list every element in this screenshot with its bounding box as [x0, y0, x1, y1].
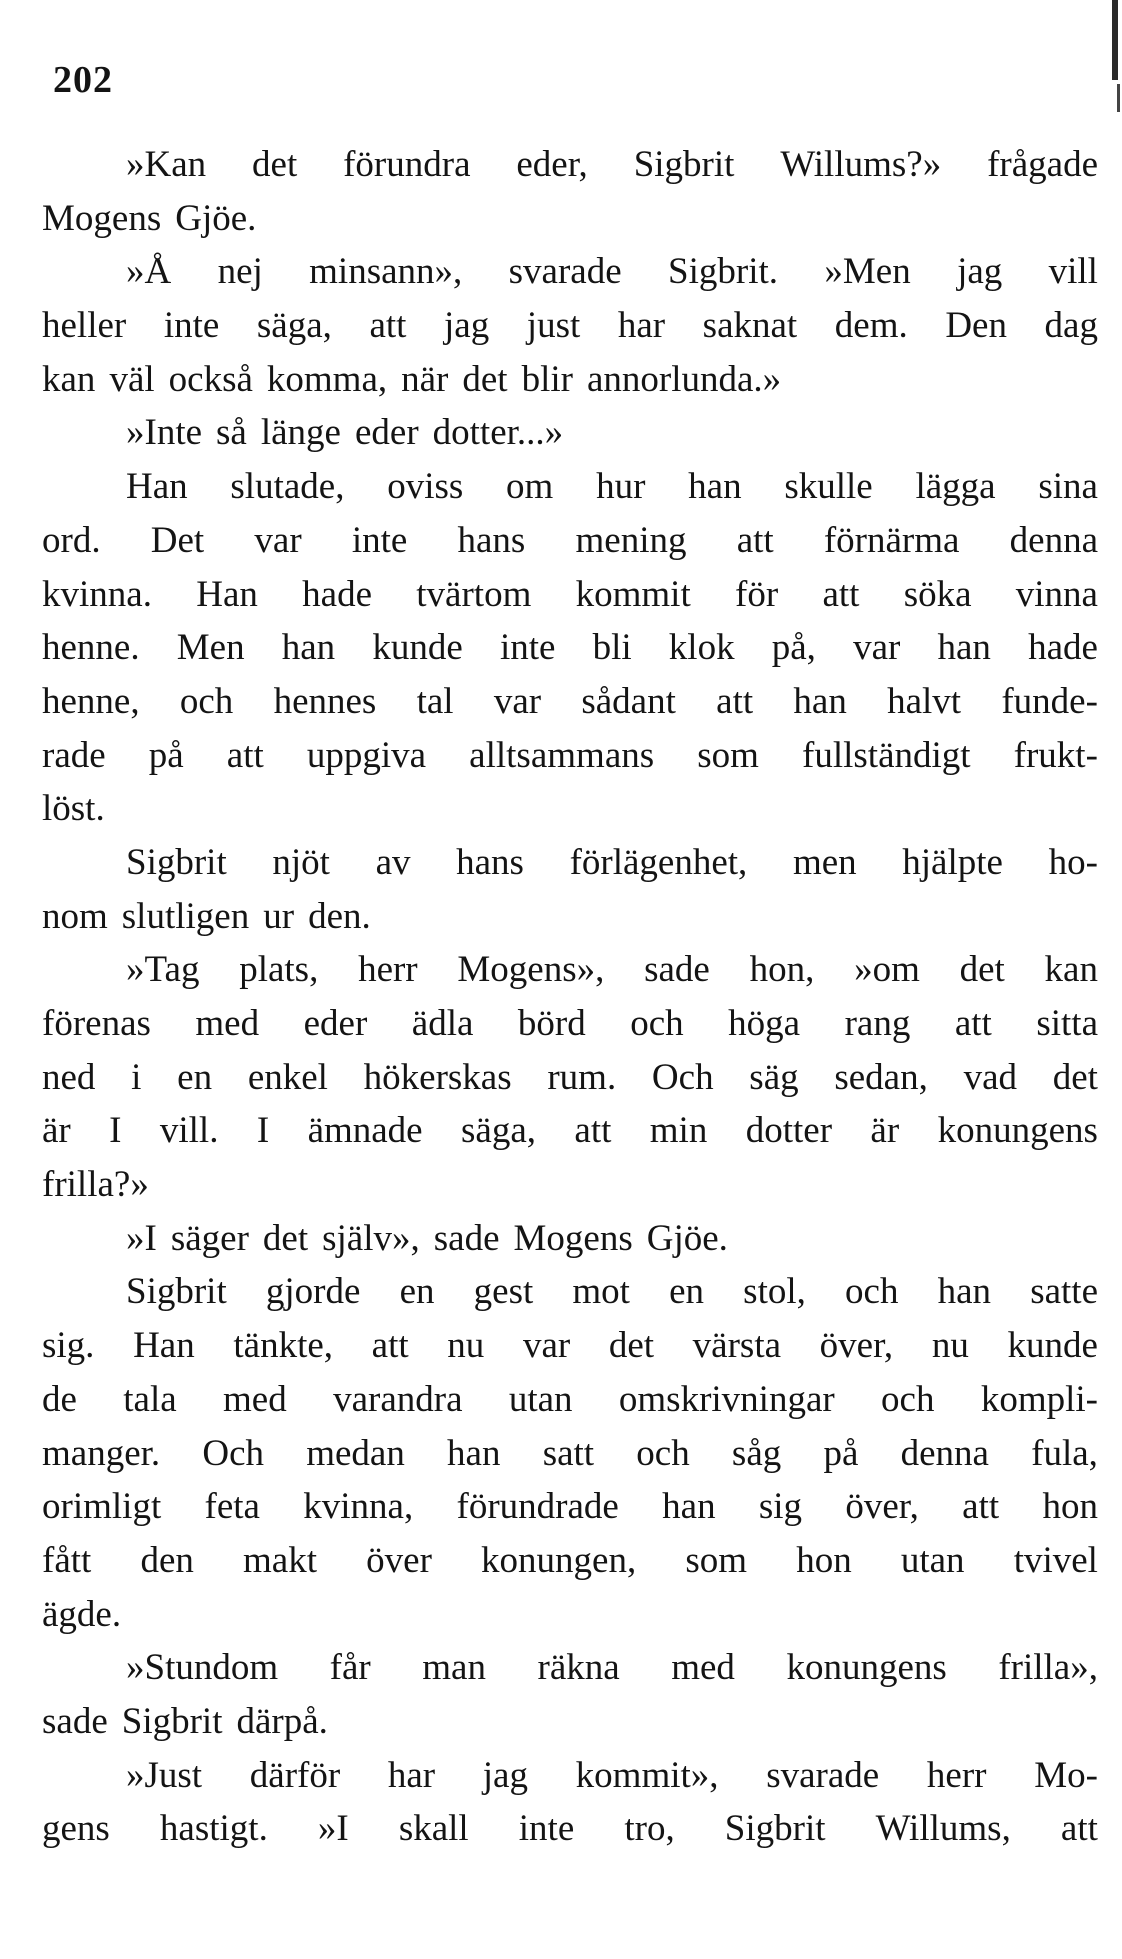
text-line [42, 1104, 1098, 1158]
text-word: själv», [322, 1217, 420, 1259]
text-line [42, 1641, 1098, 1695]
text-word: förnärma [823, 519, 960, 561]
text-word: var [254, 519, 302, 561]
text-word: »I [317, 1808, 349, 1850]
text-word: att [371, 1325, 409, 1367]
text-word: denna [1009, 519, 1098, 561]
text-word: plats, [239, 949, 319, 991]
text-word: börd [517, 1003, 586, 1044]
text-word: enkel [247, 1056, 328, 1098]
text-word: såg [731, 1432, 782, 1474]
text-word: saknat [702, 305, 798, 347]
text-word: han [662, 1486, 716, 1528]
text-word: det [1052, 1056, 1098, 1098]
text-word: med [671, 1647, 735, 1689]
text-word: uppgiva [306, 734, 427, 776]
text-word: Gjöe. [175, 197, 257, 239]
text-word: stol, [743, 1271, 806, 1313]
text-word: värsta [692, 1325, 782, 1367]
text-word: Willums, [875, 1808, 1011, 1850]
text-word: över, [819, 1325, 894, 1367]
text-word: alltsammans [469, 734, 655, 776]
text-word: att [736, 519, 774, 561]
text-word: sig. [42, 1325, 95, 1367]
text-line [42, 729, 1098, 783]
text-word: funde- [1001, 680, 1098, 722]
text-word: att [822, 573, 860, 615]
text-line [42, 890, 1098, 944]
text-word: för [735, 573, 779, 615]
text-word: gest [473, 1271, 534, 1313]
text-word: att [369, 305, 407, 347]
text-word: förlägenhet, [569, 841, 748, 883]
text-word: herr [926, 1754, 987, 1796]
text-word: det [252, 144, 298, 185]
text-word: med [223, 1378, 287, 1420]
text-word: sedan, [834, 1056, 928, 1098]
text-word: ord. [42, 519, 101, 561]
text-line [42, 1051, 1098, 1105]
text-word: Sigbrit [121, 1700, 223, 1742]
text-word: kan [42, 358, 96, 400]
text-word: Sigbrit. [668, 251, 779, 293]
text-line [42, 1480, 1098, 1534]
text-word: en [177, 1056, 213, 1098]
text-word: vinna [1015, 573, 1098, 615]
text-word: tala [123, 1378, 177, 1420]
text-line [42, 621, 1098, 675]
text-word: slutligen [121, 895, 250, 937]
text-word: har [617, 305, 666, 347]
text-word: fula, [1031, 1432, 1098, 1474]
page-number: 202 [53, 59, 113, 101]
text-word: hjälpte [902, 841, 1003, 883]
text-word: Mo- [1034, 1754, 1098, 1796]
text-word: hastigt. [159, 1808, 268, 1850]
text-word: frilla», [998, 1647, 1098, 1689]
text-word: svarade [766, 1754, 880, 1796]
text-word: och [881, 1378, 935, 1420]
text-word: att [574, 1110, 612, 1152]
text-line [42, 460, 1098, 514]
text-line [42, 1158, 1098, 1212]
text-word: tänkte, [233, 1325, 334, 1367]
text-word: över [366, 1539, 432, 1581]
text-word: mot [572, 1271, 630, 1313]
text-word: eder, [516, 144, 588, 185]
text-line [42, 782, 1098, 836]
text-word: gjorde [265, 1271, 361, 1313]
text-word: därpå. [236, 1700, 328, 1742]
text-word: rade [42, 734, 106, 776]
text-word: räkna [537, 1647, 620, 1689]
text-word: som [697, 734, 759, 776]
text-word: Sigbrit [724, 1808, 826, 1850]
text-word: inte [499, 627, 556, 669]
text-word: en [669, 1271, 705, 1313]
text-word: så [216, 412, 247, 454]
text-word: medan [306, 1432, 405, 1474]
text-word: Willums?» [780, 144, 942, 185]
text-word: de [42, 1378, 77, 1420]
text-word: utan [508, 1378, 573, 1420]
text-word: kommit», [575, 1754, 719, 1796]
text-word: rum. [547, 1056, 617, 1098]
text-word: gens [42, 1808, 110, 1850]
text-word: herr [358, 949, 418, 991]
text-word: men [792, 841, 857, 883]
text-word: hon, [749, 949, 815, 991]
text-line [42, 353, 1098, 407]
text-line [42, 997, 1098, 1051]
text-word: konungen, [481, 1539, 637, 1581]
text-word: skulle [784, 466, 873, 508]
text-word: den [140, 1539, 194, 1581]
text-word: han [281, 627, 336, 669]
text-word: hans [457, 519, 526, 561]
text-word: »Å [126, 251, 172, 293]
text-word: att [954, 1003, 992, 1044]
text-word: just [526, 305, 581, 347]
text-word: sade [644, 949, 710, 991]
text-line [42, 514, 1098, 568]
text-word: hur [596, 466, 646, 508]
text-word: hade [302, 573, 372, 615]
text-word: jag [482, 1754, 528, 1796]
text-word: Gjöe. [646, 1217, 728, 1259]
text-word: sade [433, 1217, 500, 1259]
text-word: att [1060, 1808, 1098, 1850]
text-word: feta [204, 1486, 260, 1528]
text-word: att [962, 1486, 1000, 1528]
text-word: Mogens [42, 197, 162, 239]
text-word: kvinna, [303, 1486, 414, 1528]
text-line [42, 1534, 1098, 1588]
text-word: att [226, 734, 264, 776]
text-word: sitta [1036, 1003, 1098, 1044]
text-word: Sigbrit [633, 144, 735, 185]
text-word: »Men [824, 251, 911, 293]
text-word: han [793, 680, 847, 722]
text-word: konungens [786, 1647, 947, 1689]
text-word: som [685, 1539, 748, 1581]
text-word: nom [42, 895, 108, 937]
text-word: sig [758, 1486, 803, 1528]
text-line [42, 1265, 1098, 1319]
text-word: »om [854, 949, 920, 991]
text-word: frilla?» [42, 1164, 149, 1206]
text-word: hennes [273, 680, 377, 722]
text-word: nu [447, 1325, 485, 1367]
text-word: och [179, 680, 234, 722]
text-word: hade [1028, 627, 1098, 669]
text-line [42, 1588, 1098, 1642]
text-word: väl [109, 358, 155, 400]
text-word: inte [351, 519, 408, 561]
text-word: annorlunda.» [586, 358, 782, 400]
text-line [42, 192, 1098, 246]
text-word: Den [945, 305, 1007, 347]
text-word: I [256, 1110, 270, 1152]
text-word: var [853, 627, 901, 669]
text-word: oviss [387, 466, 464, 508]
text-word: tvivel [1013, 1539, 1098, 1581]
text-word: jag [444, 305, 490, 347]
text-word: halvt [887, 680, 962, 722]
text-word: kunde [1007, 1325, 1098, 1367]
text-word: man [422, 1647, 486, 1689]
text-word: av [375, 841, 411, 883]
text-word: makt [243, 1539, 318, 1581]
text-line [42, 299, 1098, 353]
text-word: dem. [834, 305, 908, 347]
text-word: därför [249, 1754, 341, 1796]
text-line [42, 1802, 1098, 1856]
text-line [42, 1427, 1098, 1481]
text-word: tro, [624, 1808, 675, 1850]
text-word: säg [749, 1056, 799, 1098]
text-word: manger. [42, 1432, 161, 1474]
text-word: I [109, 1110, 122, 1152]
text-word: svarade [508, 251, 622, 293]
text-word: också [168, 358, 253, 400]
text-word: hon [1042, 1486, 1098, 1528]
text-word: Och [651, 1056, 714, 1098]
text-word: »I [126, 1217, 157, 1259]
text-word: dag [1044, 305, 1098, 347]
text-word: ho- [1048, 841, 1098, 883]
text-word: sade [42, 1700, 108, 1742]
text-word: frukt- [1013, 734, 1098, 776]
text-word: och [636, 1432, 690, 1474]
text-word: är [870, 1110, 900, 1152]
text-word: Men [176, 627, 245, 669]
text-word: nu [931, 1325, 969, 1367]
text-word: Han [196, 573, 258, 615]
text-word: att [716, 680, 754, 722]
text-word: tvärtom [416, 573, 532, 615]
text-word: njöt [272, 841, 330, 883]
text-word: det [262, 1217, 309, 1259]
text-word: henne. [42, 627, 140, 669]
text-word: ämnade [307, 1110, 423, 1152]
text-word: dotter...» [432, 412, 564, 454]
text-word: blir [521, 358, 573, 400]
text-word: Sigbrit [126, 1271, 227, 1313]
text-word: förenas [42, 1003, 151, 1044]
text-word: kommit [575, 573, 691, 615]
text-word: »Kan [126, 144, 207, 185]
text-word: Det [150, 519, 205, 561]
text-line [42, 1695, 1098, 1749]
text-word: hans [456, 841, 524, 883]
text-word: löst. [42, 788, 105, 830]
text-word: orimligt [42, 1486, 162, 1528]
scan-edge-mark-small [1117, 84, 1120, 112]
text-word: eder [303, 1003, 368, 1044]
text-word: min [649, 1110, 708, 1152]
text-line [42, 1749, 1098, 1803]
text-line [42, 245, 1098, 299]
text-word: säga, [461, 1110, 536, 1152]
text-word: kunde [372, 627, 463, 669]
text-word: en [399, 1271, 435, 1313]
text-word: får [329, 1647, 371, 1689]
text-word: han [688, 466, 742, 508]
text-word: vill [1048, 251, 1098, 293]
text-word: kan [1044, 949, 1098, 991]
text-word: säger [170, 1217, 249, 1259]
text-line [42, 406, 1098, 460]
text-word: mening [575, 519, 687, 561]
text-word: frågade [987, 144, 1098, 185]
text-word: Han [126, 466, 188, 508]
text-word: den. [308, 895, 371, 937]
text-word: varandra [333, 1378, 463, 1420]
text-line [42, 1212, 1098, 1266]
text-word: på [148, 734, 184, 776]
text-word: fullständigt [802, 734, 971, 776]
text-word: minsann», [309, 251, 463, 293]
text-word: tal [416, 680, 454, 722]
text-word: söka [903, 573, 972, 615]
text-word: inte [163, 305, 220, 347]
text-word: om [506, 466, 554, 508]
text-word: det [959, 949, 1005, 991]
text-line [42, 138, 1098, 192]
text-line [42, 1319, 1098, 1373]
text-word: hon [796, 1539, 852, 1581]
text-word: jag [957, 251, 1003, 293]
text-word: det [608, 1325, 655, 1367]
text-word: var [522, 1325, 571, 1367]
text-word: Mogens [513, 1217, 633, 1259]
text-word: kvinna. [42, 573, 152, 615]
text-word: förundra [343, 144, 471, 185]
text-word: när [401, 358, 449, 400]
text-word: på, [771, 627, 816, 669]
text-word: ädla [411, 1003, 474, 1044]
text-word: sina [1038, 466, 1098, 508]
text-word: och [845, 1271, 899, 1313]
text-word: vad [963, 1056, 1017, 1098]
text-word: han [937, 627, 991, 669]
text-word: höga [728, 1003, 801, 1044]
text-word: Han [133, 1325, 195, 1367]
text-word: Mogens», [457, 949, 605, 991]
text-word: det [462, 358, 508, 400]
text-word: var [493, 680, 542, 722]
text-word: i [131, 1056, 142, 1098]
text-word: klok [668, 627, 735, 669]
body-text [42, 138, 1098, 1856]
text-word: ned [42, 1056, 96, 1098]
scan-edge-mark [1112, 0, 1118, 80]
text-word: över, [845, 1486, 919, 1528]
text-word: hökerskas [363, 1056, 512, 1098]
text-word: kompli- [980, 1378, 1098, 1420]
text-word: satt [542, 1432, 595, 1474]
text-word: lägga [915, 466, 996, 508]
text-word: »Inte [126, 412, 203, 454]
text-line [42, 1373, 1098, 1427]
text-word: »Stundom [126, 1647, 279, 1689]
text-word: »Tag [126, 949, 200, 991]
text-word: han [447, 1432, 501, 1474]
text-word: denna [900, 1432, 989, 1474]
text-word: utan [900, 1539, 965, 1581]
text-word: ur [263, 895, 295, 937]
text-word: ägde. [42, 1593, 122, 1635]
text-word: sådant [581, 680, 676, 722]
text-word: och [630, 1003, 684, 1044]
text-word: skall [398, 1808, 469, 1850]
text-word: fått [42, 1539, 92, 1581]
text-word: förundrade [456, 1486, 619, 1528]
text-word: slutade, [230, 466, 345, 508]
text-line [42, 836, 1098, 890]
text-line [42, 675, 1098, 729]
text-word: på [823, 1432, 859, 1474]
text-word: nej [217, 251, 263, 293]
text-word: henne, [42, 680, 140, 722]
text-line [42, 943, 1098, 997]
text-word: omskrivningar [618, 1378, 835, 1420]
text-word: han [937, 1271, 992, 1313]
text-word: »Just [126, 1754, 203, 1796]
text-word: är [42, 1110, 71, 1152]
text-word: Och [202, 1432, 265, 1474]
text-word: komma, [266, 358, 388, 400]
text-word: rang [844, 1003, 911, 1044]
text-word: inte [518, 1808, 575, 1850]
text-word: eder [354, 412, 419, 454]
text-word: länge [260, 412, 341, 454]
text-word: konungens [937, 1110, 1098, 1152]
text-word: Sigbrit [126, 841, 227, 883]
text-word: dotter [745, 1110, 833, 1152]
text-word: satte [1030, 1271, 1098, 1313]
text-word: bli [592, 627, 632, 669]
text-word: vill. [159, 1110, 219, 1152]
text-word: har [387, 1754, 436, 1796]
text-line [42, 568, 1098, 622]
text-word: med [195, 1003, 260, 1044]
text-word: säga, [256, 305, 332, 347]
text-word: heller [42, 305, 127, 347]
